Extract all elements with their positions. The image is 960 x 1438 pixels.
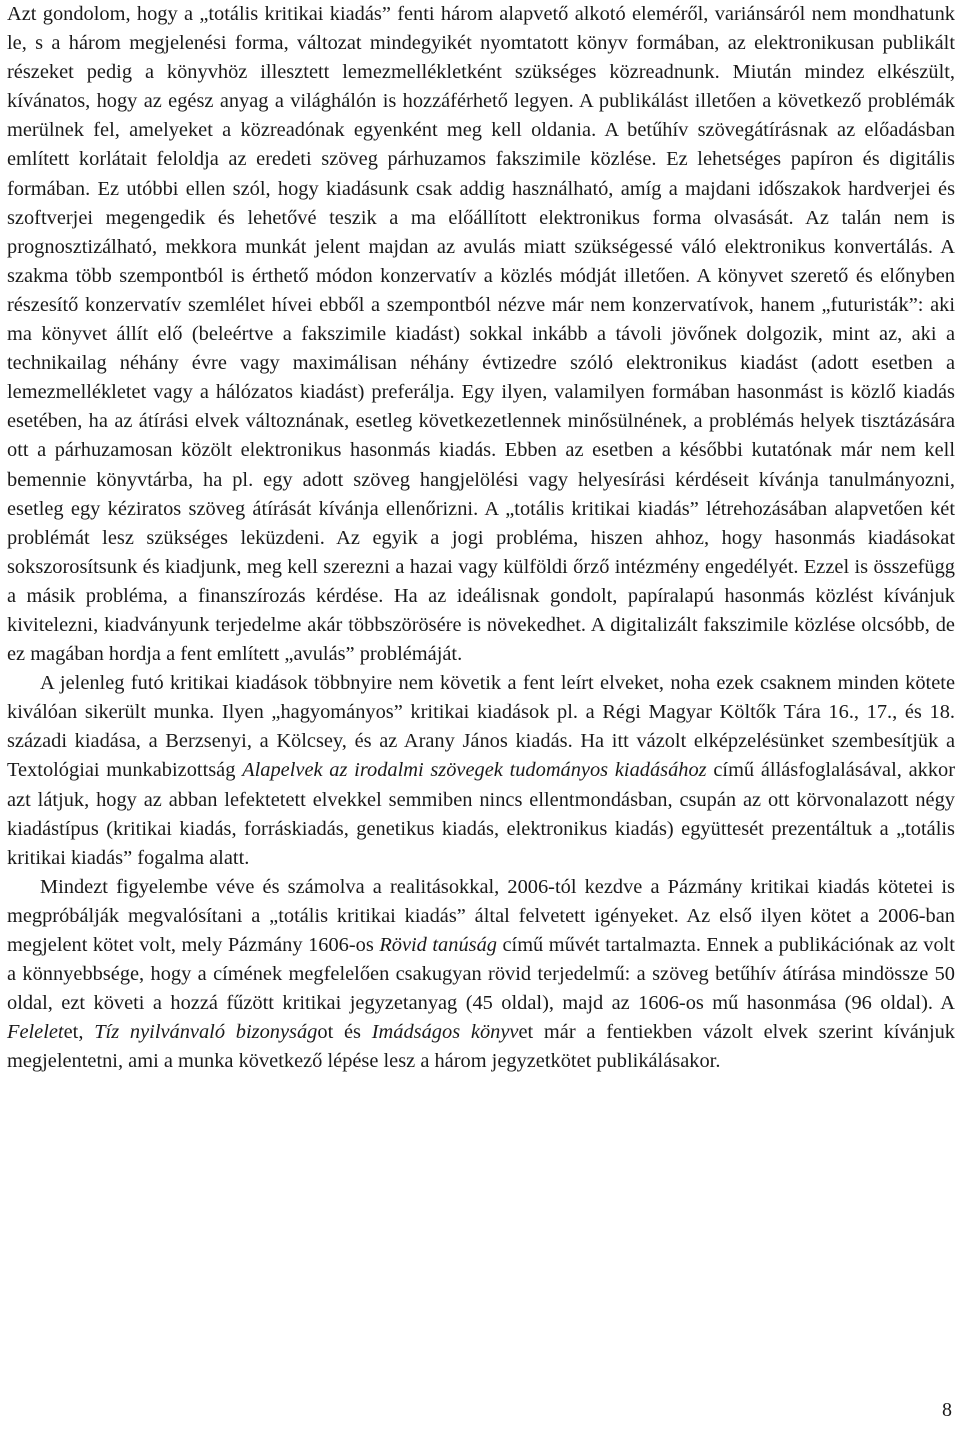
text-run: című művét tartalmazta. Ennek a publikációnak az volt a könnyebbsége, hogy a címének megfelelően csakugyan rövid terjedelmű: a szöveg betűhív átírása mindössze 50 oldal, ezt követi a hozzá fűzött kritikai jegyzetanyag (45 oldal), majd az 1606-os mű hasonmása (96 oldal). A xyxy=(7,934,955,1015)
paragraph xyxy=(7,669,955,873)
text-run: A jelenleg futó kritikai kiadások többnyire nem követik a fent leírt elveket, noha ezek csaknem minden kötete kiválóan sikerült munka. Ilyen „hagyományos” kritikai kiadások pl. a Régi Magyar Költők Tára 16., 17., és 18. századi kiadása, a Berzsenyi, a Kölcsey, és az Arany János kiadás. Ha itt vázolt elképzelésünket szembesítjük a Textológiai munkabizottság xyxy=(7,672,955,782)
italic-title: Rövid tanúság xyxy=(379,934,497,956)
body-text xyxy=(7,0,955,1076)
text-run: című állásfoglalásával, akkor azt látjuk, hogy az abban lefektetett elvekkel semmiben nincs ellentmondásban, csupán az ott körvonalazott négy kiadástípus (kritikai kiadás, forráskiadás, genetikus kiadás, elektronikus kiadás) együttesét prezentáltuk a „totális kritikai kiadás” fogalma alatt. xyxy=(7,759,956,869)
text-run: Azt gondolom, hogy a „totális kritikai kiadás” fenti három alapvető alkotó eleméről, variánsáról nem mondhatunk le, s a három megjelenési forma, változat mindegyikét nyomtatott könyv formában, az elektronikusan publikált részeket pedig a könyvhöz illesztett lemezmellékletként szükséges közreadnunk. Miután mindez elkészült, kívánatos, hogy az egész anyag a világhálón is hozzáférhető legyen. A publikálást illetően a következő problémák merülnek fel, amelyeket a közreadónak egyenként meg kell oldania. A betűhív szövegátírásnak az előadásban említett korlátait feloldja az eredeti szöveg párhuzamos fakszimile közlése. Ez lehetséges papíron és digitális formában. Ez utóbbi ellen szól, hogy kiadásunk csak addig használható, amíg a majdani időszakok hardverjei és szoftverjei megengedik és lehetővé teszik a ma előállított elektronikus forma olvasását. Az talán nem is prognosztizálható, mekkora munkát jelent majdan az avulás miatt szükségessé váló elektronikus konvertálás. A szakma több szempontból is érthető módon konzervatív a közlés módját illetően. A könyvet szerető és előnyben részesítő konzervatív szemlélet hívei ebből a szempontból nézve már nem konzervatívok, hanem „futuristák”: aki ma könyvet állít elő (beleértve a fakszimile kiadást) sokkal inkább a távoli jövőnek dolgozik, mint az, aki a technikailag néhány évre vagy maximálisan néhány évtizedre szóló elektronikus kiadást (adott esetben a lemezmellékletet vagy a hálózatos kiadást) preferálja. Egy ilyen, valamilyen formában hasonmást is közlő kiadás esetében, ha az átírási elvek változnának, esetleg következetlennek minősülnének, a problémás helyek tisztázására ott a párhuzamosan közölt elektronikus hasonmás kiadás. Ebben az esetben a későbbi kutatónak már nem kell bemennie könyvtárba, ha pl. egy adott szöveg hangjelölési vagy helyesírási kérdéseit kívánja tanulmányozni, esetleg egy kéziratos szöveg átírását kívánja ellenőrizni. A „totális kritikai kiadás” létrehozásában alapvetően két problémát lesz szükséges leküzdeni. Az egyik a jogi probléma, hiszen ahhoz, hogy hasonmás kiadásokat sokszorosítsunk és kiadjunk, meg kell szerezni a hazai vagy külföldi őrző intézmény engedélyét. Ezzel is összefügg a másik probléma, a finanszírozás kérdése. Ha az ideálisnak gondolt, papíralapú hasonmás közlést kívánjuk kivitelezni, kiadványunk terjedelme akár többszörösére is növekedhet. A digitalizált fakszimile közlése olcsóbb, de ez magában hordja a fent említett „avulás” problémáját. xyxy=(7,3,955,666)
paragraph xyxy=(7,0,955,669)
text-run: ot és xyxy=(317,1021,372,1044)
paragraph xyxy=(7,873,955,1077)
text-run: et, xyxy=(63,1021,95,1044)
page-number: 8 xyxy=(942,1399,952,1421)
text-run: et már a fentiekben vázolt elvek szerint kívánjuk megjelentetni, ami a munka következő lépése lesz a három jegyzetkötet publikálásakor. xyxy=(7,1021,956,1073)
italic-title: Imádságos könyv xyxy=(371,1021,519,1044)
text-run: Mindezt figyelembe véve és számolva a realitásokkal, 2006-tól kezdve a Pázmány kritikai kiadás kötetei is megpróbálják megvalósítani a „totális kritikai kiadás” által felvetett igényeket. Az első ilyen kötet a 2006-ban megjelent kötet volt, mely Pázmány 1606-os xyxy=(7,875,955,956)
italic-title: Felelet xyxy=(7,1021,64,1044)
document-page xyxy=(7,0,955,1076)
italic-title: Alapelvek az irodalmi szövegek tudományos kiadásához xyxy=(242,759,707,782)
italic-title: Tíz nyilvánvaló bizonyság xyxy=(94,1021,318,1044)
